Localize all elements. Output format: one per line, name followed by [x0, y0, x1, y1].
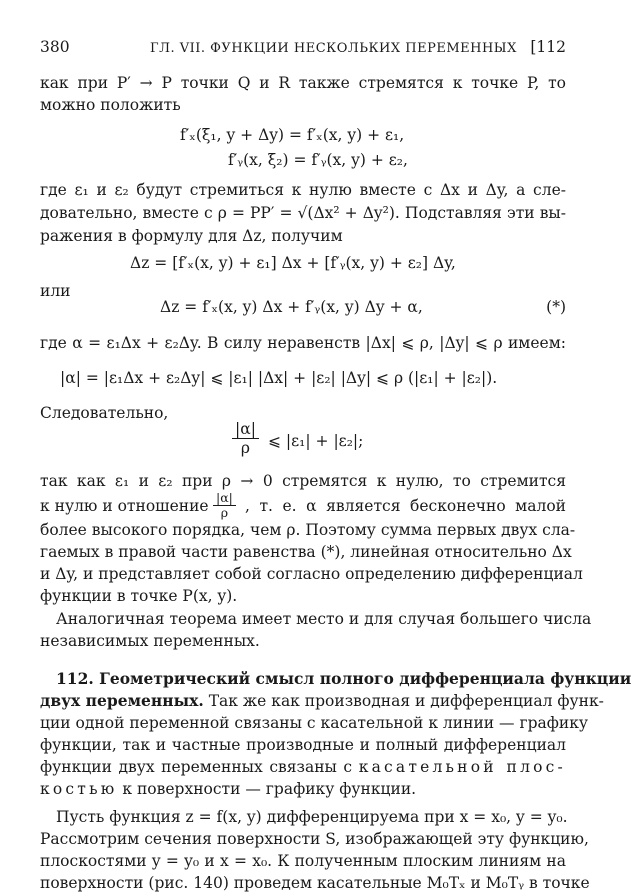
fraction-denominator: ρ: [240, 439, 251, 457]
equation-1a: f′ₓ(ξ₁, y + Δy) = f′ₓ(x, y) + ε₁,: [180, 126, 405, 144]
text-line: можно положить: [40, 96, 181, 114]
equation-1b: f′ᵧ(x, ξ₂) = f′ᵧ(x, y) + ε₂,: [228, 151, 408, 169]
fraction-numerator: |α|: [213, 491, 236, 506]
section-heading-end: двух переменных.: [40, 691, 204, 710]
equation-tag: (*): [546, 298, 566, 316]
text-line: Аналогичная теорема имеет место и для случая большего числа: [56, 610, 592, 628]
text-line: функции, так и частные производные и полный дифференциал: [40, 736, 566, 754]
text-line: и Δy, и представляет собой согласно определению дифференциал: [40, 565, 583, 583]
running-title: ГЛ. VII. ФУНКЦИИ НЕСКОЛЬКИХ ПЕРЕМЕННЫХ: [150, 41, 517, 56]
text-fragment: к нулю и отношение: [40, 497, 209, 515]
text-line: поверхности (рис. 140) проведем касательные M₀Tₓ и M₀Tᵧ в точке: [40, 874, 590, 892]
emphasized-term: касательной плос-: [358, 758, 566, 776]
equation-3: Δz = f′ₓ(x, y) Δx + f′ᵧ(x, y) Δy + α,: [160, 298, 423, 316]
text-line: Следовательно,: [40, 404, 169, 422]
page-number: 380: [40, 38, 70, 56]
fraction-denominator: ρ: [220, 505, 229, 520]
text-fragment: к поверхности — графику функции.: [122, 780, 417, 798]
section-heading: 112. Геометрический смысл полного дифференциала функции: [56, 669, 631, 688]
text-fragment: , т. е. α является бесконечно малой: [245, 497, 566, 515]
text-line: плоскостями y = y₀ и x = x₀. К полученным плоским линиям на: [40, 852, 566, 870]
text-line: ражения в формулу для Δz, получим: [40, 227, 343, 245]
text-line: где α = ε₁Δx + ε₂Δy. В силу неравенств |Δx| ⩽ ρ, |Δy| ⩽ ρ имеем:: [40, 334, 566, 352]
text-line: более высокого порядка, чем ρ. Поэтому сумма первых двух сла-: [40, 521, 576, 539]
equation-5-rhs: ⩽ |ε₁| + |ε₂|;: [268, 432, 364, 450]
text-line: Рассмотрим сечения поверхности S, изображающей эту функцию,: [40, 830, 589, 848]
fraction-numerator: |α|: [232, 420, 259, 439]
section-marker: [112: [530, 38, 566, 56]
text-line: гаемых в правой части равенства (*), линейная относительно Δx: [40, 543, 572, 561]
text-line: функции в точке P(x, y).: [40, 587, 238, 605]
text-line-with-fraction: [40, 492, 566, 522]
text-line: или: [40, 282, 71, 300]
text-line: независимых переменных.: [40, 632, 260, 650]
text-line: [40, 756, 566, 778]
running-header: [40, 36, 566, 56]
text-line: Пусть функция z = f(x, y) дифференцируема при x = x₀, y = y₀.: [56, 808, 568, 826]
equation-5: [232, 420, 362, 464]
equation-2: Δz = [f′ₓ(x, y) + ε₁] Δx + [f′ᵧ(x, y) + ε₂] Δy,: [130, 254, 456, 272]
fraction: [232, 420, 259, 457]
emphasized-term: костью: [40, 780, 118, 798]
text-line: как при P′ → P точки Q и R также стремятся к точке P, то: [40, 74, 566, 92]
text-line: [40, 778, 566, 800]
text-line: ции одной переменной связаны с касательной к линии — графику: [40, 714, 589, 732]
fraction: [213, 491, 236, 520]
text-fragment: Так же как производная и дифференциал функ-: [208, 692, 604, 710]
text-line: [40, 690, 604, 712]
text-fragment: функции двух переменных связаны с: [40, 758, 353, 776]
text-line: где ε₁ и ε₂ будут стремиться к нулю вместе с Δx и Δy, а сле-: [40, 181, 566, 199]
equation-4: |α| = |ε₁Δx + ε₂Δy| ⩽ |ε₁| |Δx| + |ε₂| |Δy| ⩽ ρ (|ε₁| + |ε₂|).: [60, 369, 498, 387]
text-line: довательно, вместе с ρ = PP′ = √(Δx² + Δy²). Подставляя эти вы-: [40, 204, 566, 222]
text-line: так как ε₁ и ε₂ при ρ → 0 стремятся к нулю, то стремится: [40, 472, 566, 490]
